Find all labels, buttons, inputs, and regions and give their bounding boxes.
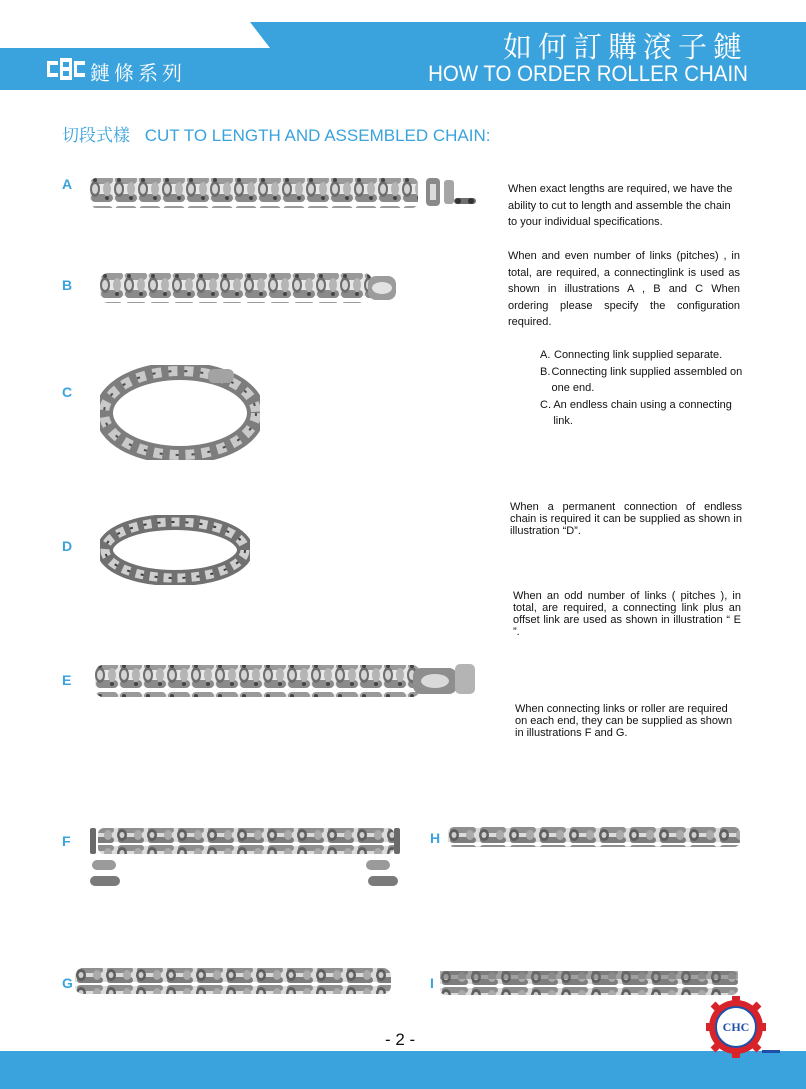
brand-logo	[47, 58, 85, 80]
header-top-strip	[0, 0, 806, 22]
chain-illustration-g	[75, 966, 395, 996]
illustration-label-g: G	[62, 975, 73, 991]
header-white-cut	[0, 22, 310, 48]
list-item-text: Connecting link supplied assembled on one end.	[551, 365, 743, 394]
chain-illustration-f	[86, 826, 406, 894]
series-label: 鏈條系列	[90, 61, 186, 85]
list-item-text: Connecting link supplied separate.	[554, 349, 723, 361]
chain-illustration-a	[90, 174, 490, 214]
list-item	[540, 397, 745, 430]
illustration-label-i: I	[430, 975, 434, 991]
section-title-chinese: 切段式樣	[62, 126, 130, 146]
paragraph-odd-links: When an odd number of links ( pitches ), in total, are required, a connecting link plus an offset link are used as shown in illustration “ E ”.	[513, 590, 741, 638]
paragraph-even-links: When and even number of links (pitches) , in total, are required, a connectinglink is used as shown in illustrations A , B and C When ordering please specify the configuration required.	[508, 250, 740, 328]
chain-illustration-b	[100, 270, 400, 306]
list-item-key: C.	[540, 398, 551, 411]
page-title-chinese: 如何訂購滾子鏈	[502, 30, 748, 64]
illustration-label-c: C	[62, 384, 73, 400]
section-title	[62, 121, 491, 146]
list-item	[540, 364, 745, 397]
list-item	[540, 347, 745, 364]
list-item-text: An endless chain using a connecting link.	[553, 398, 732, 427]
illustration-label-b: B	[62, 277, 73, 293]
paragraph-permanent-connection: When a permanent connection of endless chain is required it can be supplied as shown in illustration “D”.	[510, 501, 742, 537]
page-number: - 2 -	[385, 1030, 416, 1049]
page-title-english: HOW TO ORDER ROLLER CHAIN	[428, 61, 748, 86]
illustration-label-d: D	[62, 538, 73, 554]
section-title-english: CUT TO LENGTH AND ASSEMBLED CHAIN:	[144, 126, 491, 145]
options-list	[540, 347, 745, 430]
list-item-key: A.	[540, 349, 551, 361]
illustration-label-h: H	[430, 830, 441, 846]
illustration-label-f: F	[62, 833, 71, 849]
chain-illustration-h	[448, 826, 743, 848]
footer-band	[0, 1051, 806, 1089]
chain-illustration-d	[100, 515, 250, 585]
list-item-key: B.	[540, 365, 551, 378]
chc-logo-text: CHC	[722, 1020, 750, 1034]
chain-illustration-e	[95, 660, 480, 702]
paragraph-exact-lengths: When exact lengths are required, we have the ability to cut to length and assemble the chain to your individual specifications.	[508, 183, 733, 228]
illustration-label-e: E	[62, 672, 72, 688]
chc-corner-logo	[706, 994, 780, 1060]
illustration-label-a: A	[62, 176, 73, 192]
paragraph-connecting-ends: When connecting links or roller are required on each end, they can be supplied as shown in illustrations F and G.	[515, 703, 733, 739]
chain-illustration-c	[100, 365, 260, 460]
chain-illustration-i	[440, 968, 740, 998]
